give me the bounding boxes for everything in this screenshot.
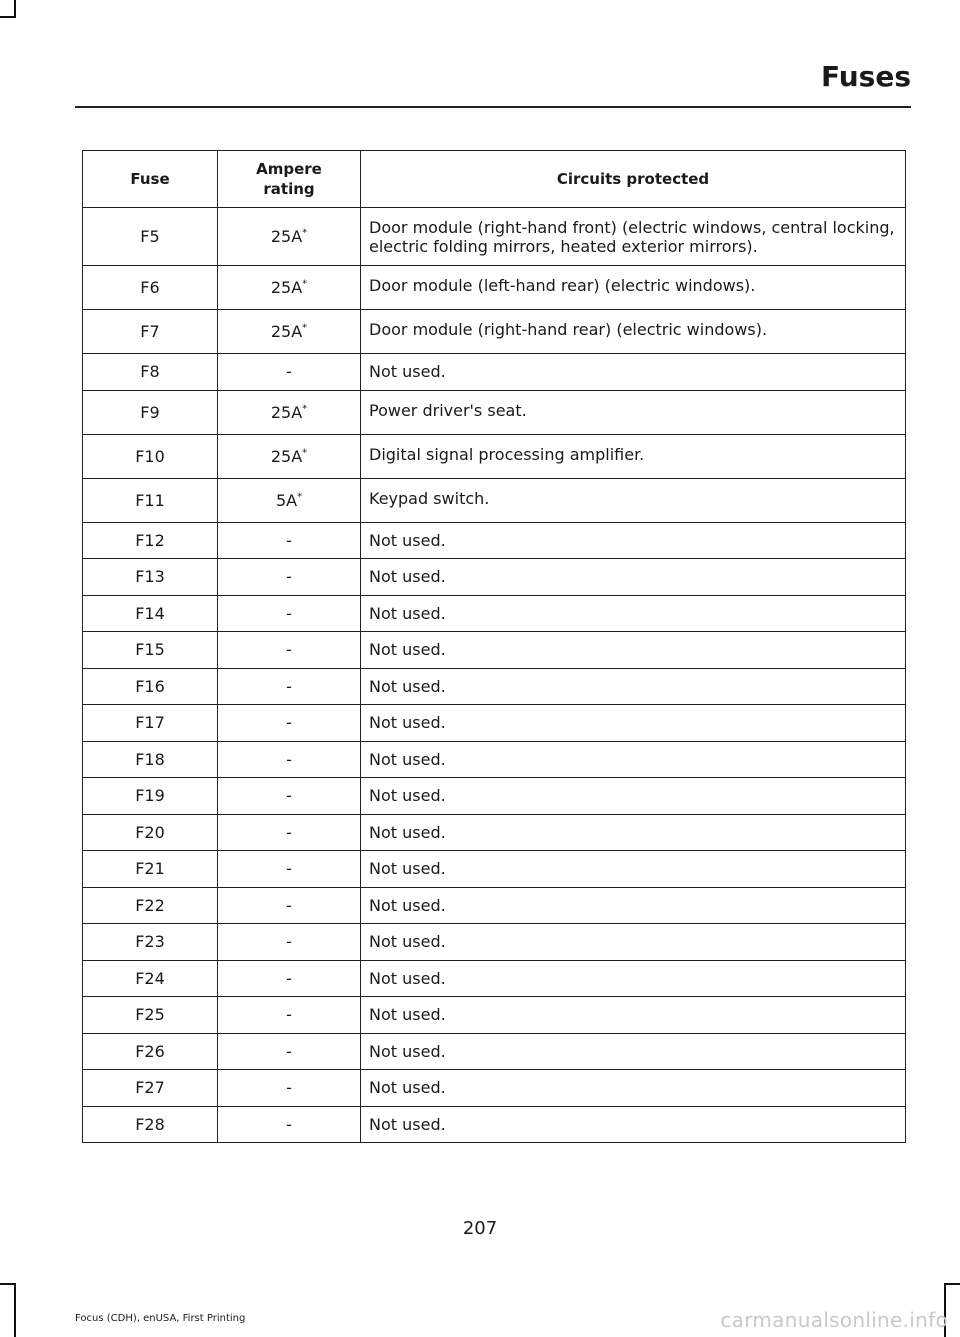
circuits-protected: Not used. <box>361 559 906 596</box>
circuits-protected: Not used. <box>361 851 906 888</box>
ampere-value: - <box>286 1041 292 1061</box>
footnote-marker: * <box>302 278 308 290</box>
fuse-id: F15 <box>83 632 218 669</box>
circuits-protected: Not used. <box>361 741 906 778</box>
table-row <box>83 705 906 742</box>
table-row <box>83 960 906 997</box>
crop-mark <box>14 1283 16 1337</box>
circuits-protected: Not used. <box>361 1070 906 1107</box>
fuse-id: F11 <box>83 478 218 522</box>
table-row <box>83 632 906 669</box>
ampere-rating <box>218 559 361 596</box>
circuits-protected: Not used. <box>361 668 906 705</box>
table-row <box>83 814 906 851</box>
fuse-id: F25 <box>83 997 218 1034</box>
circuits-protected: Door module (left-hand rear) (electric windows). <box>361 266 906 310</box>
ampere-value: 25A <box>270 402 303 422</box>
ampere-value: - <box>286 713 292 733</box>
crop-mark <box>0 16 16 18</box>
page-header <box>0 60 911 93</box>
ampere-value: - <box>286 1078 292 1098</box>
table-row <box>83 778 906 815</box>
fuse-id: F28 <box>83 1106 218 1143</box>
fuse-id: F6 <box>83 266 218 310</box>
table-row <box>83 595 906 632</box>
ampere-rating <box>218 960 361 997</box>
table-row <box>83 434 906 478</box>
circuits-protected: Not used. <box>361 1106 906 1143</box>
ampere-value: - <box>286 786 292 806</box>
ampere-value: 5A <box>275 490 298 510</box>
circuits-protected: Not used. <box>361 960 906 997</box>
fuse-id: F24 <box>83 960 218 997</box>
ampere-rating <box>218 705 361 742</box>
circuits-protected: Not used. <box>361 887 906 924</box>
footer-text: Focus (CDH), enUSA, First Printing <box>75 1313 246 1324</box>
fuse-id: F17 <box>83 705 218 742</box>
ampere-value: - <box>286 859 292 879</box>
fuse-id: F18 <box>83 741 218 778</box>
ampere-value: - <box>286 603 292 623</box>
circuits-protected: Door module (right-hand rear) (electric windows). <box>361 310 906 354</box>
fuse-id: F22 <box>83 887 218 924</box>
fuse-id: F14 <box>83 595 218 632</box>
ampere-value: - <box>286 1114 292 1134</box>
footnote-marker: * <box>302 227 308 239</box>
ampere-rating <box>218 778 361 815</box>
ampere-rating <box>218 997 361 1034</box>
ampere-value: 25A <box>270 278 303 297</box>
ampere-value: - <box>286 567 292 587</box>
table-row <box>83 924 906 961</box>
ampere-value: 25A <box>270 446 303 466</box>
circuits-protected: Not used. <box>361 705 906 742</box>
ampere-rating <box>218 266 361 310</box>
fuse-id: F7 <box>83 310 218 354</box>
ampere-rating <box>218 632 361 669</box>
ampere-value: - <box>286 749 292 769</box>
ampere-rating <box>218 851 361 888</box>
ampere-value: - <box>286 895 292 915</box>
circuits-protected: Not used. <box>361 997 906 1034</box>
fuse-id: F9 <box>83 390 218 434</box>
ampere-rating <box>218 310 361 354</box>
table-row <box>83 1106 906 1143</box>
circuits-protected: Not used. <box>361 595 906 632</box>
header-rule <box>75 106 911 108</box>
fuse-id: F10 <box>83 434 218 478</box>
table-row <box>83 1033 906 1070</box>
circuits-protected: Power driver's seat. <box>361 390 906 434</box>
fuse-id: F19 <box>83 778 218 815</box>
table-row <box>83 310 906 354</box>
circuits-protected: Door module (right-hand front) (electric windows, central locking, electric folding mirrors, heated exterior mirrors). <box>361 208 906 266</box>
fuse-id: F26 <box>83 1033 218 1070</box>
circuits-protected: Not used. <box>361 522 906 559</box>
ampere-rating <box>218 522 361 559</box>
table-row <box>83 1070 906 1107</box>
ampere-rating <box>218 434 361 478</box>
fuse-table-body <box>83 208 906 1143</box>
ampere-value: - <box>286 530 292 550</box>
table-row <box>83 208 906 266</box>
ampere-rating <box>218 741 361 778</box>
ampere-value: - <box>286 362 292 382</box>
ampere-rating <box>218 595 361 632</box>
table-row <box>83 997 906 1034</box>
circuits-protected: Not used. <box>361 632 906 669</box>
ampere-value: - <box>286 640 292 660</box>
fuse-id: F27 <box>83 1070 218 1107</box>
ampere-value: 25A <box>270 322 303 341</box>
header-ampere-rating: Ampere rating <box>218 151 361 208</box>
ampere-value: - <box>286 932 292 952</box>
ampere-rating <box>218 1070 361 1107</box>
fuse-id: F8 <box>83 354 218 391</box>
fuse-table <box>82 150 906 1143</box>
ampere-rating <box>218 478 361 522</box>
footnote-marker: * <box>302 447 308 459</box>
footnote-marker: * <box>302 322 308 334</box>
table-header-row <box>83 151 906 208</box>
ampere-rating <box>218 668 361 705</box>
page-number: 207 <box>462 1218 498 1239</box>
circuits-protected: Digital signal processing amplifier. <box>361 434 906 478</box>
page-title: Fuses <box>821 60 911 93</box>
table-row <box>83 887 906 924</box>
fuse-id: F23 <box>83 924 218 961</box>
circuits-protected: Not used. <box>361 1033 906 1070</box>
table-row <box>83 478 906 522</box>
fuse-id: F12 <box>83 522 218 559</box>
table-row <box>83 522 906 559</box>
ampere-rating <box>218 1033 361 1070</box>
table-row <box>83 390 906 434</box>
ampere-rating <box>218 887 361 924</box>
ampere-rating <box>218 390 361 434</box>
fuse-id: F16 <box>83 668 218 705</box>
table-row <box>83 266 906 310</box>
ampere-value: - <box>286 1005 292 1025</box>
crop-mark <box>944 1283 960 1285</box>
ampere-rating <box>218 924 361 961</box>
ampere-rating <box>218 354 361 391</box>
fuse-id: F13 <box>83 559 218 596</box>
ampere-value: - <box>286 968 292 988</box>
crop-mark <box>0 1283 16 1285</box>
fuse-id: F20 <box>83 814 218 851</box>
circuits-protected: Not used. <box>361 924 906 961</box>
ampere-value: - <box>286 822 292 842</box>
table-row <box>83 668 906 705</box>
circuits-protected: Not used. <box>361 814 906 851</box>
ampere-value: - <box>286 676 292 696</box>
circuits-protected: Keypad switch. <box>361 478 906 522</box>
header-fuse: Fuse <box>83 151 218 208</box>
ampere-rating <box>218 208 361 266</box>
ampere-rating <box>218 1106 361 1143</box>
footnote-marker: * <box>297 491 303 503</box>
table-row <box>83 851 906 888</box>
circuits-protected: Not used. <box>361 778 906 815</box>
table-row <box>83 559 906 596</box>
footnote-marker: * <box>302 403 308 415</box>
fuse-id: F21 <box>83 851 218 888</box>
header-circuits-protected: Circuits protected <box>361 151 906 208</box>
circuits-protected: Not used. <box>361 354 906 391</box>
table-row <box>83 354 906 391</box>
table-row <box>83 741 906 778</box>
ampere-value: 25A <box>270 227 303 246</box>
watermark: carmanualsonline.info <box>720 1308 948 1332</box>
ampere-rating <box>218 814 361 851</box>
fuse-id: F5 <box>83 208 218 266</box>
